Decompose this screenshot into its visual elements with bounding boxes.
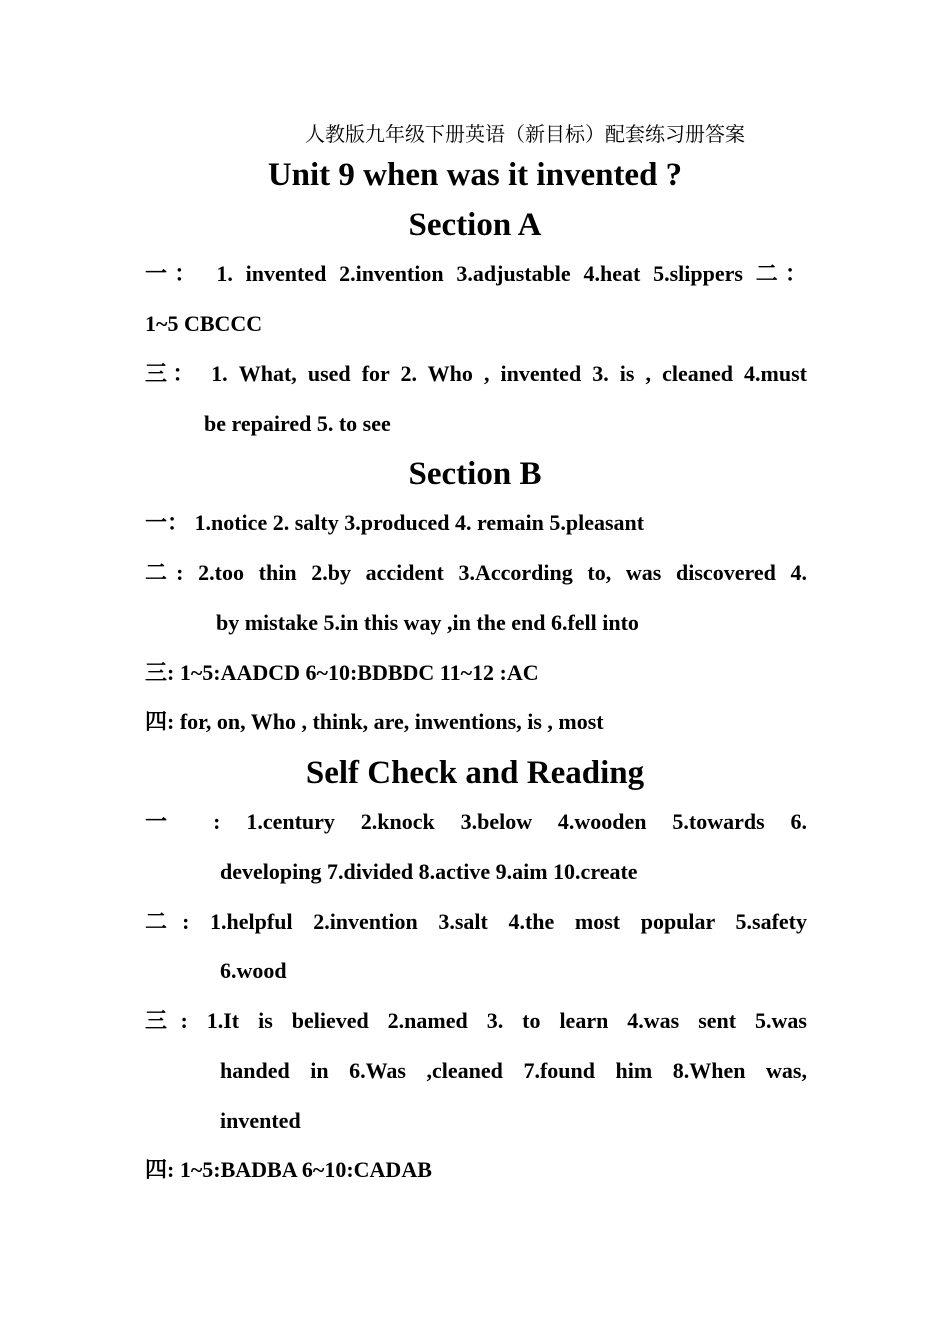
section-b-answer-line-1: 一： 1.notice 2. salty 3.produced 4. remain 5.pleasant (145, 510, 645, 535)
section-b-heading: Section B (408, 456, 542, 492)
self-check-heading: Self Check and Reading (305, 755, 645, 791)
self-check-answer-line-5: 三: 1.It is believed 2.named 3. to learn 4.was sent 5.was (145, 1008, 807, 1033)
self-check-answer-line-1: 一 : 1.century 2.knock 3.below 4.wooden 5.towards 6. (145, 809, 807, 834)
self-check-answer-line-7: invented (220, 1108, 301, 1133)
self-check-answer-line-3: 二: 1.helpful 2.invention 3.salt 4.the most popular 5.safety (145, 909, 807, 934)
section-a-answer-line-2: 1~5 CBCCC (145, 311, 263, 336)
section-b-answer-line-2: 二: 2.too thin 2.by accident 3.According to, was discovered 4. (145, 560, 807, 585)
section-b-answer-line-3: by mistake 5.in this way ,in the end 6.fell into (216, 610, 639, 635)
section-a-heading: Section A (408, 207, 542, 243)
section-a-answer-line-1: 一： 1. invented 2.invention 3.adjustable 4.heat 5.slippers 二： (145, 261, 807, 286)
self-check-answer-line-2: developing 7.divided 8.active 9.aim 10.create (220, 859, 638, 884)
section-a-answer-line-4: be repaired 5. to see (204, 411, 391, 436)
unit-title: Unit 9 when was it invented ? (267, 157, 683, 193)
self-check-answer-line-4: 6.wood (220, 958, 287, 983)
self-check-answer-line-6: handed in 6.Was ,cleaned 7.found him 8.When was, (220, 1058, 807, 1083)
self-check-answer-line-8: 四: 1~5:BADBA 6~10:CADAB (145, 1157, 432, 1182)
document-subtitle: 人教版九年级下册英语（新目标）配套练习册答案 (305, 124, 745, 146)
section-a-answer-line-3: 三： 1. What, used for 2. Who , invented 3. is , cleaned 4.must (145, 361, 807, 386)
section-b-answer-line-4: 三: 1~5:AADCD 6~10:BDBDC 11~12 :AC (145, 660, 539, 685)
section-b-answer-line-5: 四: for, on, Who , think, are, inwentions, is , most (145, 709, 604, 734)
